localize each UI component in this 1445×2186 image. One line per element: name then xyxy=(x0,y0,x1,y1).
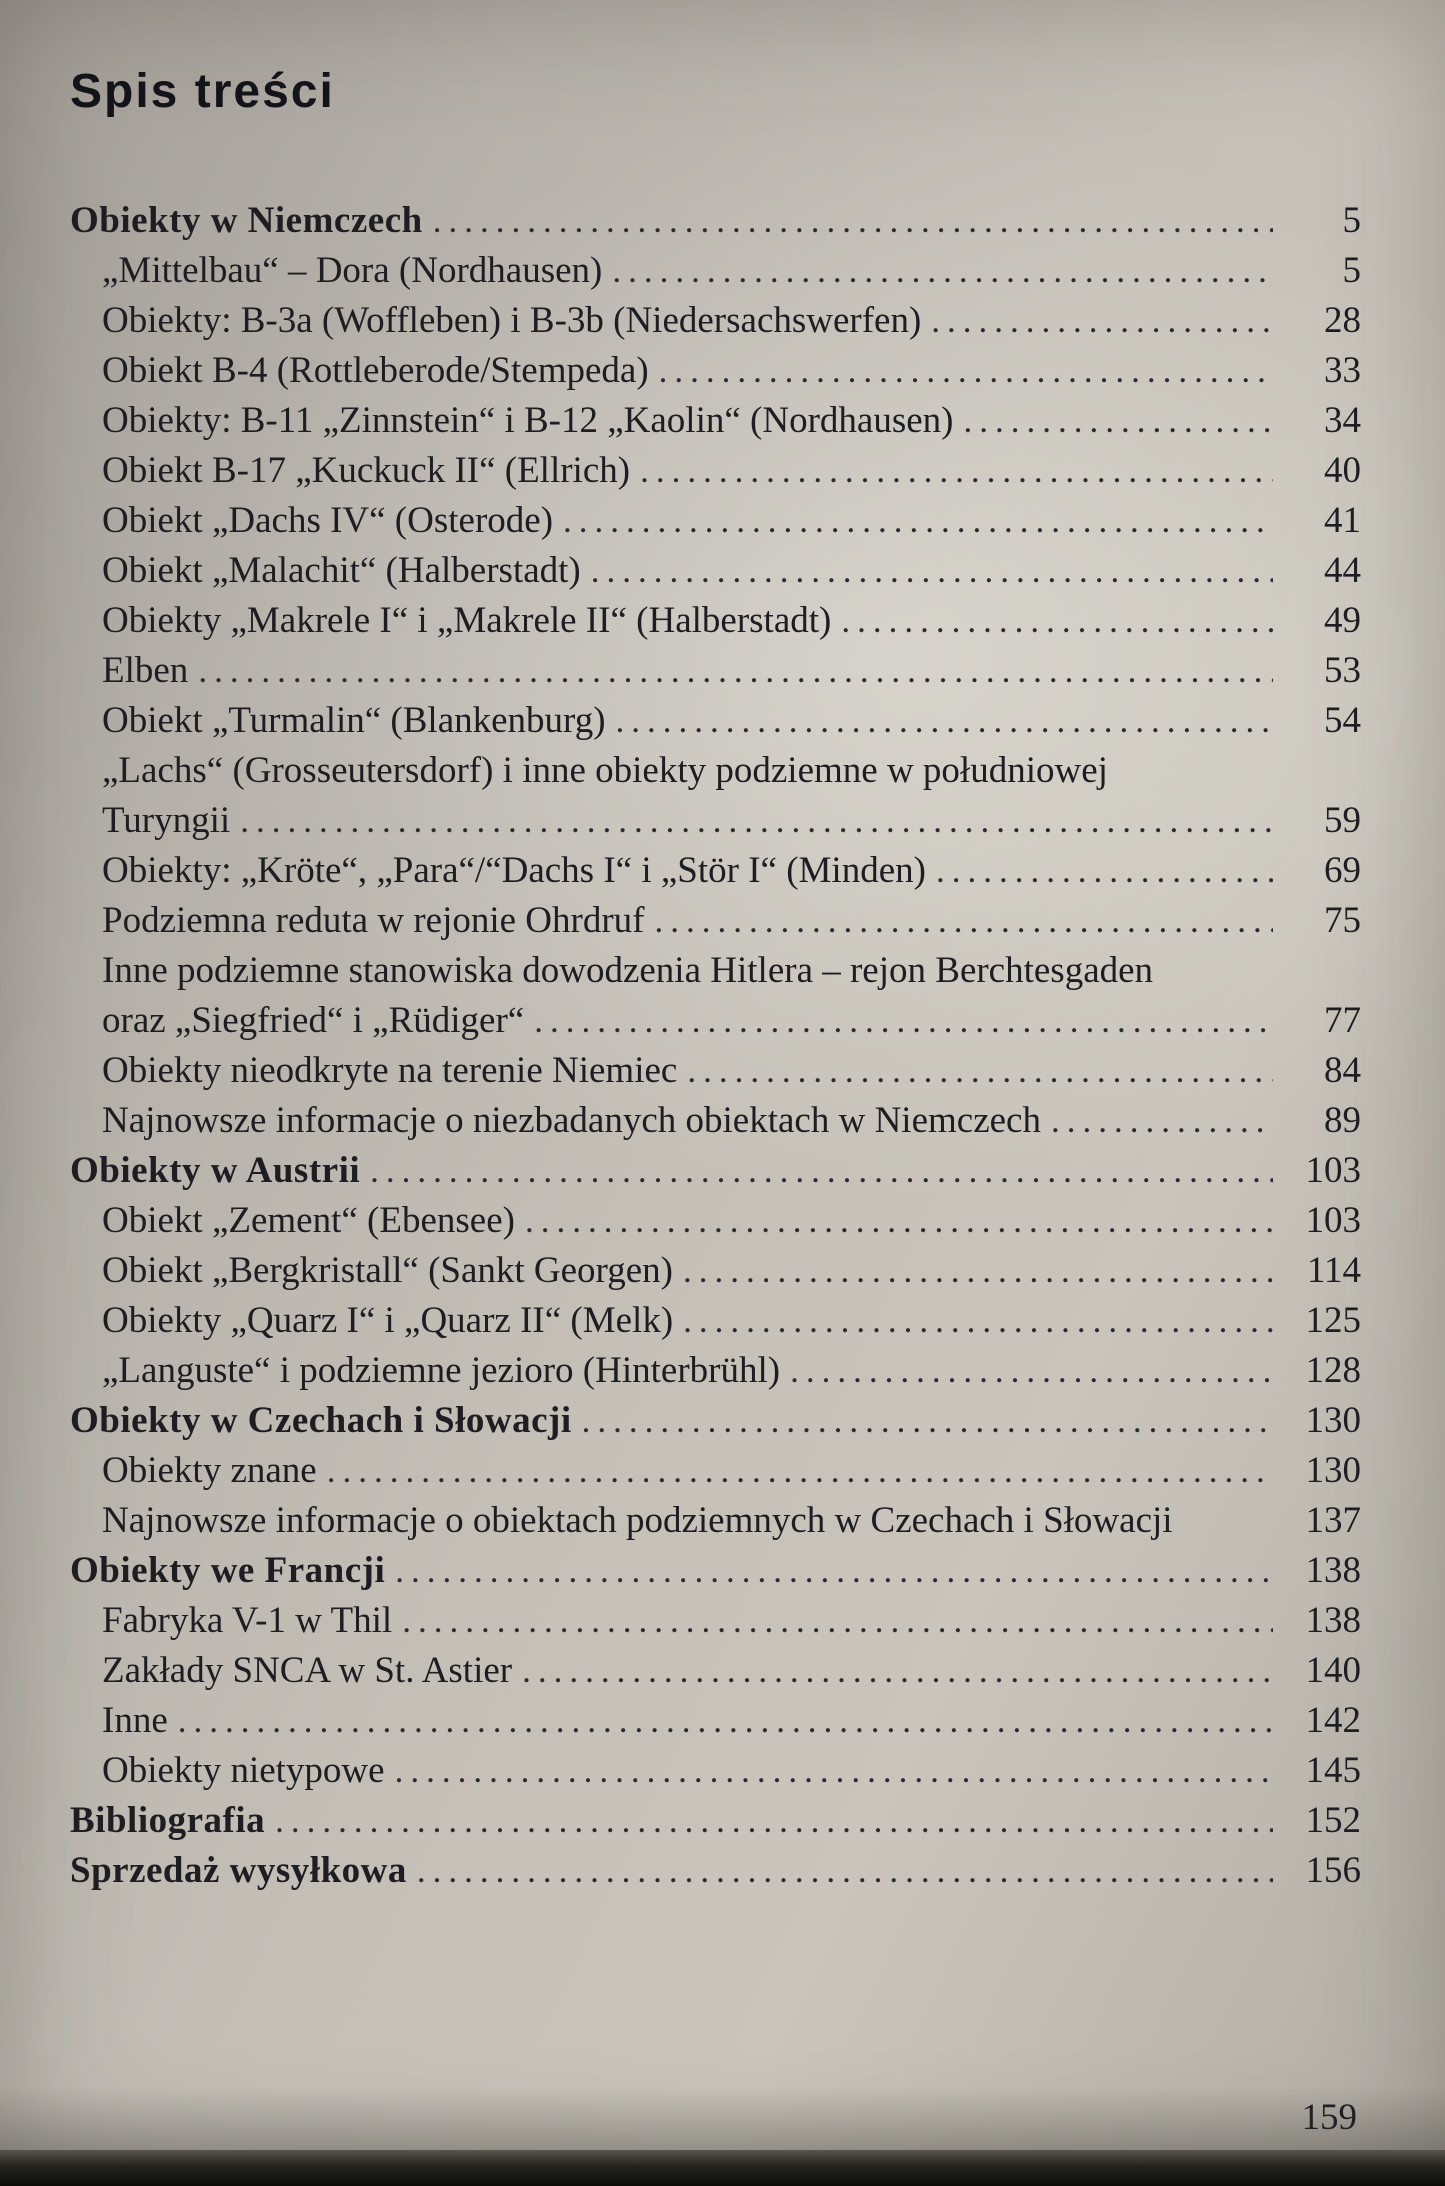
dot-leader xyxy=(395,1546,1273,1596)
toc-entry-label: oraz „Siegfried“ i „Rüdiger“ xyxy=(102,1000,525,1041)
dot-leader xyxy=(417,1846,1273,1896)
toc-entry xyxy=(70,1746,1361,1796)
toc-entry xyxy=(70,1246,1361,1296)
toc-entry-label: Elben xyxy=(102,650,189,691)
toc-entry xyxy=(70,946,1361,996)
toc-entry-label: Obiekty: B-11 „Zinnstein“ i B-12 „Kaolin“ (Nordhausen) xyxy=(102,400,954,441)
toc-entry-label: „Languste“ i podziemne jezioro (Hinterbrühl) xyxy=(102,1350,781,1391)
toc-entry xyxy=(70,1846,1361,1896)
dot-leader xyxy=(327,1446,1273,1496)
toc-entry xyxy=(70,1096,1361,1146)
dot-leader xyxy=(402,1596,1273,1646)
toc-entry-page: 69 xyxy=(1324,850,1361,891)
toc-entry-page: 152 xyxy=(1305,1800,1361,1841)
dot-leader xyxy=(178,1696,1273,1746)
toc-entry xyxy=(70,1296,1361,1346)
toc-entry-label: Obiekty: „Kröte“, „Para“/“Dachs I“ i „Stör I“ (Minden) xyxy=(102,850,926,891)
toc-entry-page: 59 xyxy=(1324,800,1361,841)
toc-entry-label: Obiekt B-4 (Rottleberode/Stempeda) xyxy=(102,350,649,391)
toc-entry-page: 49 xyxy=(1324,600,1361,641)
toc-entry-label: Najnowsze informacje o obiektach podziemnych w Czechach i Słowacji xyxy=(102,1500,1173,1541)
toc-entry xyxy=(70,796,1361,846)
toc-entry-page: 84 xyxy=(1324,1050,1361,1091)
toc-entry-page: 44 xyxy=(1324,550,1361,591)
toc-entry xyxy=(70,646,1361,696)
toc-entry-label: Inne xyxy=(102,1700,168,1741)
dot-leader xyxy=(1051,1096,1273,1146)
toc-entry xyxy=(70,746,1361,796)
dot-leader xyxy=(591,546,1273,596)
toc-entry-label: Obiekty we Francji xyxy=(70,1550,386,1591)
toc-entry-label: Zakłady SNCA w St. Astier xyxy=(102,1650,513,1691)
toc-entry-page: 128 xyxy=(1305,1350,1361,1391)
toc-entry-page: 34 xyxy=(1324,400,1361,441)
dot-leader xyxy=(931,296,1273,346)
toc-entry-page: 77 xyxy=(1324,1000,1361,1041)
toc-entry xyxy=(70,246,1361,296)
toc-entry-page: 137 xyxy=(1305,1500,1361,1541)
toc-entry xyxy=(70,1496,1361,1546)
dot-leader xyxy=(240,796,1273,846)
toc-entry xyxy=(70,1696,1361,1746)
toc-entry-label: Obiekt B-17 „Kuckuck II“ (Ellrich) xyxy=(102,450,631,491)
toc-entry-page: 103 xyxy=(1305,1200,1361,1241)
toc-entry-label: Obiekty w Austrii xyxy=(70,1150,361,1191)
toc-entry xyxy=(70,1146,1361,1196)
toc-entry-label: Obiekty znane xyxy=(102,1450,317,1491)
toc-entry-label: Obiekty: B-3a (Woffleben) i B-3b (Niedersachswerfen) xyxy=(102,300,922,341)
toc-entry-label: „Mittelbau“ – Dora (Nordhausen) xyxy=(102,250,603,291)
toc-entry xyxy=(70,996,1361,1046)
toc-entry-page: 142 xyxy=(1305,1700,1361,1741)
dot-leader xyxy=(534,996,1273,1046)
toc-entry-label: Turyngii xyxy=(102,800,231,841)
dot-leader xyxy=(841,596,1273,646)
page-title: Spis treści xyxy=(70,65,335,118)
toc-entry-label: Inne podziemne stanowiska dowodzenia Hitlera – rejon Berchtesgaden xyxy=(102,950,1154,991)
toc-entry xyxy=(70,1796,1361,1846)
toc-entry xyxy=(70,1346,1361,1396)
toc-entry xyxy=(70,1546,1361,1596)
toc-entry xyxy=(70,196,1361,246)
toc-entry xyxy=(70,446,1361,496)
table-of-contents xyxy=(70,196,1361,1896)
toc-entry-label: Bibliografia xyxy=(70,1800,266,1841)
toc-entry xyxy=(70,596,1361,646)
toc-entry-page: 89 xyxy=(1324,1100,1361,1141)
toc-entry xyxy=(70,696,1361,746)
toc-entry-page: 75 xyxy=(1324,900,1361,941)
dot-leader xyxy=(683,1296,1273,1346)
toc-entry-label: Podziemna reduta w rejonie Ohrdruf xyxy=(102,900,645,941)
dot-leader xyxy=(640,446,1273,496)
dot-leader xyxy=(936,846,1273,896)
dot-leader xyxy=(612,246,1273,296)
toc-entry xyxy=(70,1046,1361,1096)
dot-leader xyxy=(198,646,1273,696)
dot-leader xyxy=(370,1146,1273,1196)
dot-leader xyxy=(683,1246,1273,1296)
toc-entry-page: 138 xyxy=(1305,1550,1361,1591)
dot-leader xyxy=(563,496,1273,546)
dot-leader xyxy=(525,1196,1273,1246)
dot-leader xyxy=(275,1796,1273,1846)
toc-entry-page: 28 xyxy=(1324,300,1361,341)
toc-entry-page: 33 xyxy=(1324,350,1361,391)
toc-entry-label: Obiekty w Niemczech xyxy=(70,200,423,241)
toc-entry-label: Obiekt „Malachit“ (Halberstadt) xyxy=(102,550,581,591)
toc-entry-label: Obiekty „Makrele I“ i „Makrele II“ (Halberstadt) xyxy=(102,600,832,641)
toc-entry-page: 140 xyxy=(1305,1650,1361,1691)
toc-entry-label: Obiekt „Turmalin“ (Blankenburg) xyxy=(102,700,606,741)
toc-entry-label: Najnowsze informacje o niezbadanych obiektach w Niemczech xyxy=(102,1100,1041,1141)
toc-entry-label: „Lachs“ (Grosseutersdorf) i inne obiekty podziemne w południowej xyxy=(102,750,1108,791)
toc-entry xyxy=(70,496,1361,546)
toc-entry-page: 130 xyxy=(1305,1450,1361,1491)
toc-entry xyxy=(70,846,1361,896)
toc-entry-page: 41 xyxy=(1324,500,1361,541)
toc-entry-label: Fabryka V-1 w Thil xyxy=(102,1600,393,1641)
toc-entry-page: 53 xyxy=(1324,650,1361,691)
toc-entry-label: Obiekt „Dachs IV“ (Osterode) xyxy=(102,500,554,541)
toc-entry xyxy=(70,1446,1361,1496)
toc-entry-page: 138 xyxy=(1305,1600,1361,1641)
dot-leader xyxy=(687,1046,1273,1096)
dot-leader xyxy=(522,1646,1273,1696)
dot-leader xyxy=(616,696,1273,746)
dot-leader xyxy=(433,196,1273,246)
toc-entry-label: Obiekty nietypowe xyxy=(102,1750,385,1791)
dot-leader xyxy=(395,1746,1273,1796)
toc-entry xyxy=(70,1196,1361,1246)
toc-entry-page: 103 xyxy=(1305,1150,1361,1191)
toc-entry xyxy=(70,546,1361,596)
dot-leader xyxy=(659,346,1273,396)
toc-entry-page: 156 xyxy=(1305,1850,1361,1891)
toc-entry xyxy=(70,296,1361,346)
toc-entry-label: Obiekty „Quarz I“ i „Quarz II“ (Melk) xyxy=(102,1300,674,1341)
toc-entry-page: 125 xyxy=(1305,1300,1361,1341)
toc-entry-label: Sprzedaż wysyłkowa xyxy=(70,1850,407,1891)
scan-edge-shadow xyxy=(0,2150,1445,2186)
toc-entry-page: 130 xyxy=(1305,1400,1361,1441)
toc-entry xyxy=(70,1396,1361,1446)
toc-entry-page: 5 xyxy=(1342,250,1361,291)
toc-entry xyxy=(70,1596,1361,1646)
toc-entry-page: 114 xyxy=(1306,1250,1361,1291)
dot-leader xyxy=(963,396,1273,446)
dot-leader xyxy=(654,896,1273,946)
toc-entry xyxy=(70,1646,1361,1696)
toc-entry xyxy=(70,896,1361,946)
toc-entry-page: 40 xyxy=(1324,450,1361,491)
toc-entry-label: Obiekty w Czechach i Słowacji xyxy=(70,1400,572,1441)
toc-entry-label: Obiekt „Bergkristall“ (Sankt Georgen) xyxy=(102,1250,673,1291)
toc-entry-label: Obiekty nieodkryte na terenie Niemiec xyxy=(102,1050,678,1091)
dot-leader xyxy=(790,1346,1273,1396)
dot-leader xyxy=(582,1396,1273,1446)
toc-entry xyxy=(70,396,1361,446)
toc-entry-page: 5 xyxy=(1342,200,1361,241)
toc-entry xyxy=(70,346,1361,396)
toc-entry-label: Obiekt „Zement“ (Ebensee) xyxy=(102,1200,515,1241)
toc-entry-page: 54 xyxy=(1324,700,1361,741)
toc-entry-page: 145 xyxy=(1305,1750,1361,1791)
